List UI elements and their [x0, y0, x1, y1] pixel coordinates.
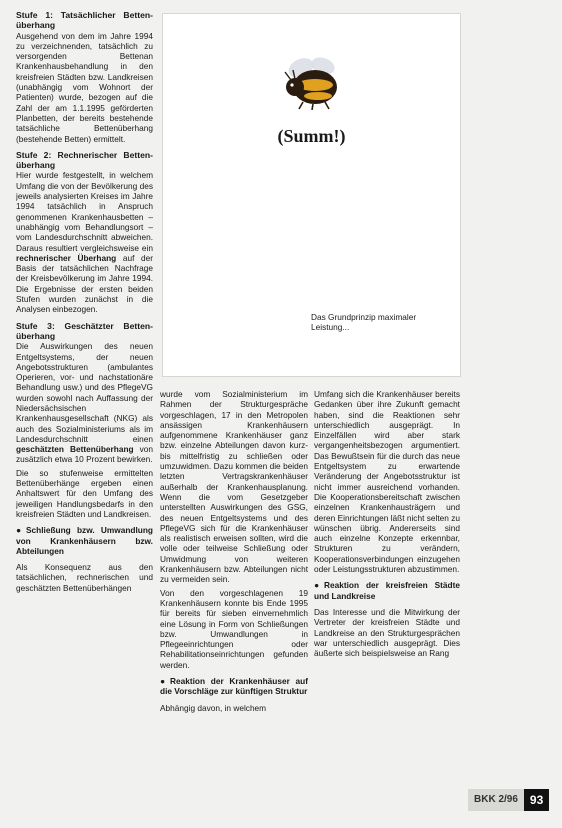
stufe1-paragraph: Ausgehend von dem im Jahre 1994 zu verzeichnenden, tatsächlich zu versorgenden Bettenan Krankenhausbehandlung in den kreisfreien Städten bzw. Landkreisen (unabhängig vom Wohnort der Patienten) wurde, bezogen auf die Zahl der am 1.1.1995 geförderten Planbetten, der bereits bestehende tatsächliche Bettenüberhang (bestehende Betten) ermittelt.	[16, 30, 153, 144]
stufe2-bold-term: rechnerischer Überhang	[16, 252, 117, 263]
stufe3-summary: Die so stufenweise ermittelten Bettenüberhänge ergeben einen Anhaltswert für den Umfang des jeweiligen Handlungsbedarfs in den kreisfreien Städten und Landkreisen.	[16, 467, 153, 519]
text-column-3	[314, 389, 460, 809]
bullet-heading-reaktion-krankenhaeuser	[160, 676, 308, 697]
page-number: 93	[524, 789, 549, 811]
stufe2-heading: Stufe 2: Rechnerischer Betten-überhang	[16, 149, 153, 171]
bullet-marker: ●	[160, 676, 166, 687]
stufe3-text-b: von zusätzlich etwa 10 Prozent bewirken.	[16, 444, 153, 465]
bullet-heading-text: Schließung bzw. Umwandlung von Krankenhäusern bzw. Abteilungen	[16, 525, 153, 556]
bullet-heading-text: Reaktion der Krankenhäuser auf die Vorschläge zur künftigen Struktur	[160, 676, 308, 697]
figure-caption: Das Grundprinzip maximaler Leistung...	[311, 312, 417, 333]
stufe1-heading: Stufe 1: Tatsächlicher Betten-überhang	[16, 10, 153, 31]
stufe3-bold-term: geschätzten Bettenüberhang	[16, 444, 134, 455]
col2-paragraph-a: wurde vom Sozialministerium im Rahmen der Strukturgespräche vorgeschlagen, 17 in den Metropolen ansässigen Krankenhäusern aufgenommene Krankenhäuser ganz bzw. einzelne Abteilungen davon kurz- bis mittelfristig zu schließen oder umzuwidmen. Dazu kommen die beiden letzten Vertragskrankenhäuser außerhalb der Krankenhausplanung. Wenn die vom Gesetzgeber unterstellten Auswirkungen des GSG, des neuen Entgeltsystems und des PflegeVG sich für die Krankenhäuser als realistisch erweisen sollten, wird die volle oder teilweise Schließung oder Umwidmung von weiteren Krankenhäusern bzw. Abteilungen nicht zu vermeiden sein.	[160, 389, 308, 585]
bumblebee-illustration	[281, 54, 345, 110]
bullet-paragraph-schliessung: Als Konsequenz aus den tatsächlichen, rechnerischen und geschätzten Bettenüberhängen	[16, 562, 153, 593]
text-column-2	[160, 389, 308, 809]
bullet-heading-reaktion-kreise	[314, 580, 460, 601]
stufe3-paragraph	[16, 341, 153, 465]
stufe2-text-a: Hier wurde festgestellt, in welchem Umfang die von der Bevölkerung des jeweils analysierten Kreises im Jahre 1994 tatsächlich in Anspruch genommenen Krankenhausbetten – unabhängig vom Behandlungsort – vom Landesdurchschnitt abweichen. Daraus resultiert vergleichsweise ein	[16, 170, 153, 253]
stufe2-text-b: auf der Basis der tatsächlichen Nachfrage der Kreisbevölkerung im Jahre 1994. Die Ergebnisse der ersten beiden Stufen wurden zunächst in die Analysen einbezogen.	[16, 252, 153, 315]
text-column-1	[16, 10, 153, 805]
bullet-marker: ●	[314, 580, 320, 591]
stufe3-text-a: Die Auswirkungen des neuen Entgeltsystems, der neuen Angebotsstrukturen (ambulantes Operieren, vor- und nachstationäre Behandlung usw.) und des PflegeVG wurden sowohl nach Auffassung der Niedersächsischen Krankenhausgesellschaft (NKG) als auch des Sozialministeriums als im Landesdurchschnitt einen	[16, 341, 153, 444]
figure-box	[162, 13, 461, 377]
figure-title: (Summ!)	[277, 126, 346, 146]
col3-paragraph-b: Das Interesse und die Mitwirkung der Vertreter der kreisfreien Städte und Landkreise an den Strukturgesprächen war unterschiedlich ausgeprägt. Dies äußerte sich beispielsweise an Rang	[314, 606, 460, 659]
col3-paragraph-a: Umfang sich die Krankenhäuser bereits Gedanken über ihre Zukunft gemacht haben, sind die Reaktionen sehr unterschiedlich ausgeprägt. In Einzelfällen wird aber stark vergangenheitsbezogen argumentiert. Das Bewußtsein für die durch das neue Entgeltsystem zu erwartende Veränderung der Angebotsstruktur ist nicht immer ausreichend vorhanden. Die Kooperationsbereitschaft zwischen einzelnen Krankenhausträgern und deren Einrichtungen läßt nicht selten zu wünschen übrig. Andererseits sind auch einzelne Konzepte erkennbar, Strukturen zu verändern, Kooperationsverbindungen einzugehen oder Leistungsstrukturen abzustimmen.	[314, 389, 460, 575]
stufe2-paragraph	[16, 170, 153, 314]
stufe3-heading: Stufe 3: Geschätzter Betten-überhang	[16, 320, 153, 341]
bullet-heading-text: Reaktion der kreisfreien Städte und Landkreise	[314, 580, 460, 601]
col2-paragraph-c: Abhängig davon, in welchem	[160, 702, 267, 713]
bullet-heading-schliessung	[16, 525, 153, 556]
magazine-label: BKK 2/96	[468, 789, 524, 811]
bullet-marker: ●	[16, 525, 22, 536]
col2-paragraph-b: Von den vorgeschlagenen 19 Krankenhäusern konnte bis Ende 1995 für bereits für sieben einvernehmlich eine Lösung in Form von Schließungen bzw. Umwandlungen in Pflegeeinrichtungen oder Rehabilitationseinrichtungen gefunden werden.	[160, 587, 308, 670]
page-footer	[468, 789, 562, 811]
